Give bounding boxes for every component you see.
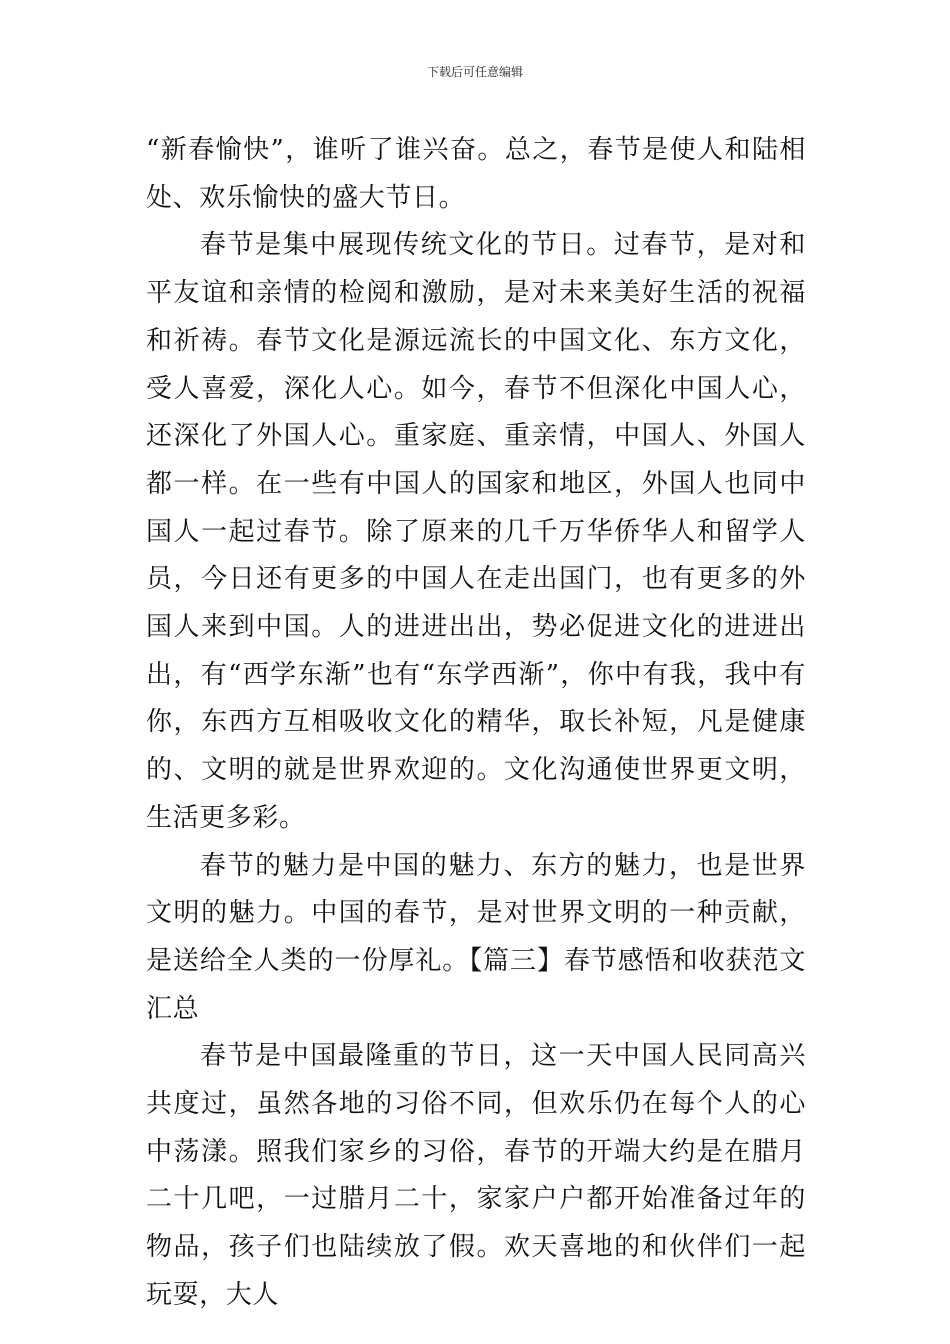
paragraph-1: “新春愉快”，谁听了谁兴奋。总之，春节是使人和陆相处、欢乐愉快的盛大节日。 [146,135,806,213]
paragraph-3: 春节的魅力是中国的魅力、东方的魅力，也是世界文明的魅力。中国的春节，是对世界文明的一种贡献，是送给全人类的一份厚礼。【篇三】春节感悟和收获范文汇总 [146,850,806,1024]
page-header: 下载后可任意编辑 [426,65,523,79]
paragraph-4: 春节是中国最隆重的节日，这一天中国人民同高兴共度过，虽然各地的习俗不同，但欢乐仍在每个人的心中荡漾。照我们家乡的习俗，春节的开端大约是在腊月二十几吧，一过腊月二十，家家户户都开始准备过年的物品，孩子们也陆续放了假。欢天喜地的和伙伴们一起玩耍，大人 [146,1041,806,1310]
document-body [146,127,806,1320]
paragraph-2: 春节是集中展现传统文化的节日。过春节，是对和平友谊和亲情的检阅和激励，是对未来美好生活的祝福和祈祷。春节文化是源远流长的中国文化、东方文化，受人喜爱，深化人心。如今，春节不但深化中国人心，还深化了外国人心。重家庭、重亲情，中国人、外国人都一样。在一些有中国人的国家和地区，外国人也同中国人一起过春节。除了原来的几千万华侨华人和留学人员，今日还有更多的中国人在走出国门，也有更多的外国人来到中国。人的进进出出，势必促进文化的进进出出，有“西学东渐”也有“东学西渐”，你中有我，我中有你，东西方互相吸收文化的精华，取长补短，凡是健康的、文明的就是世界欢迎的。文化沟通使世界更文明，生活更多彩。 [146,230,806,833]
